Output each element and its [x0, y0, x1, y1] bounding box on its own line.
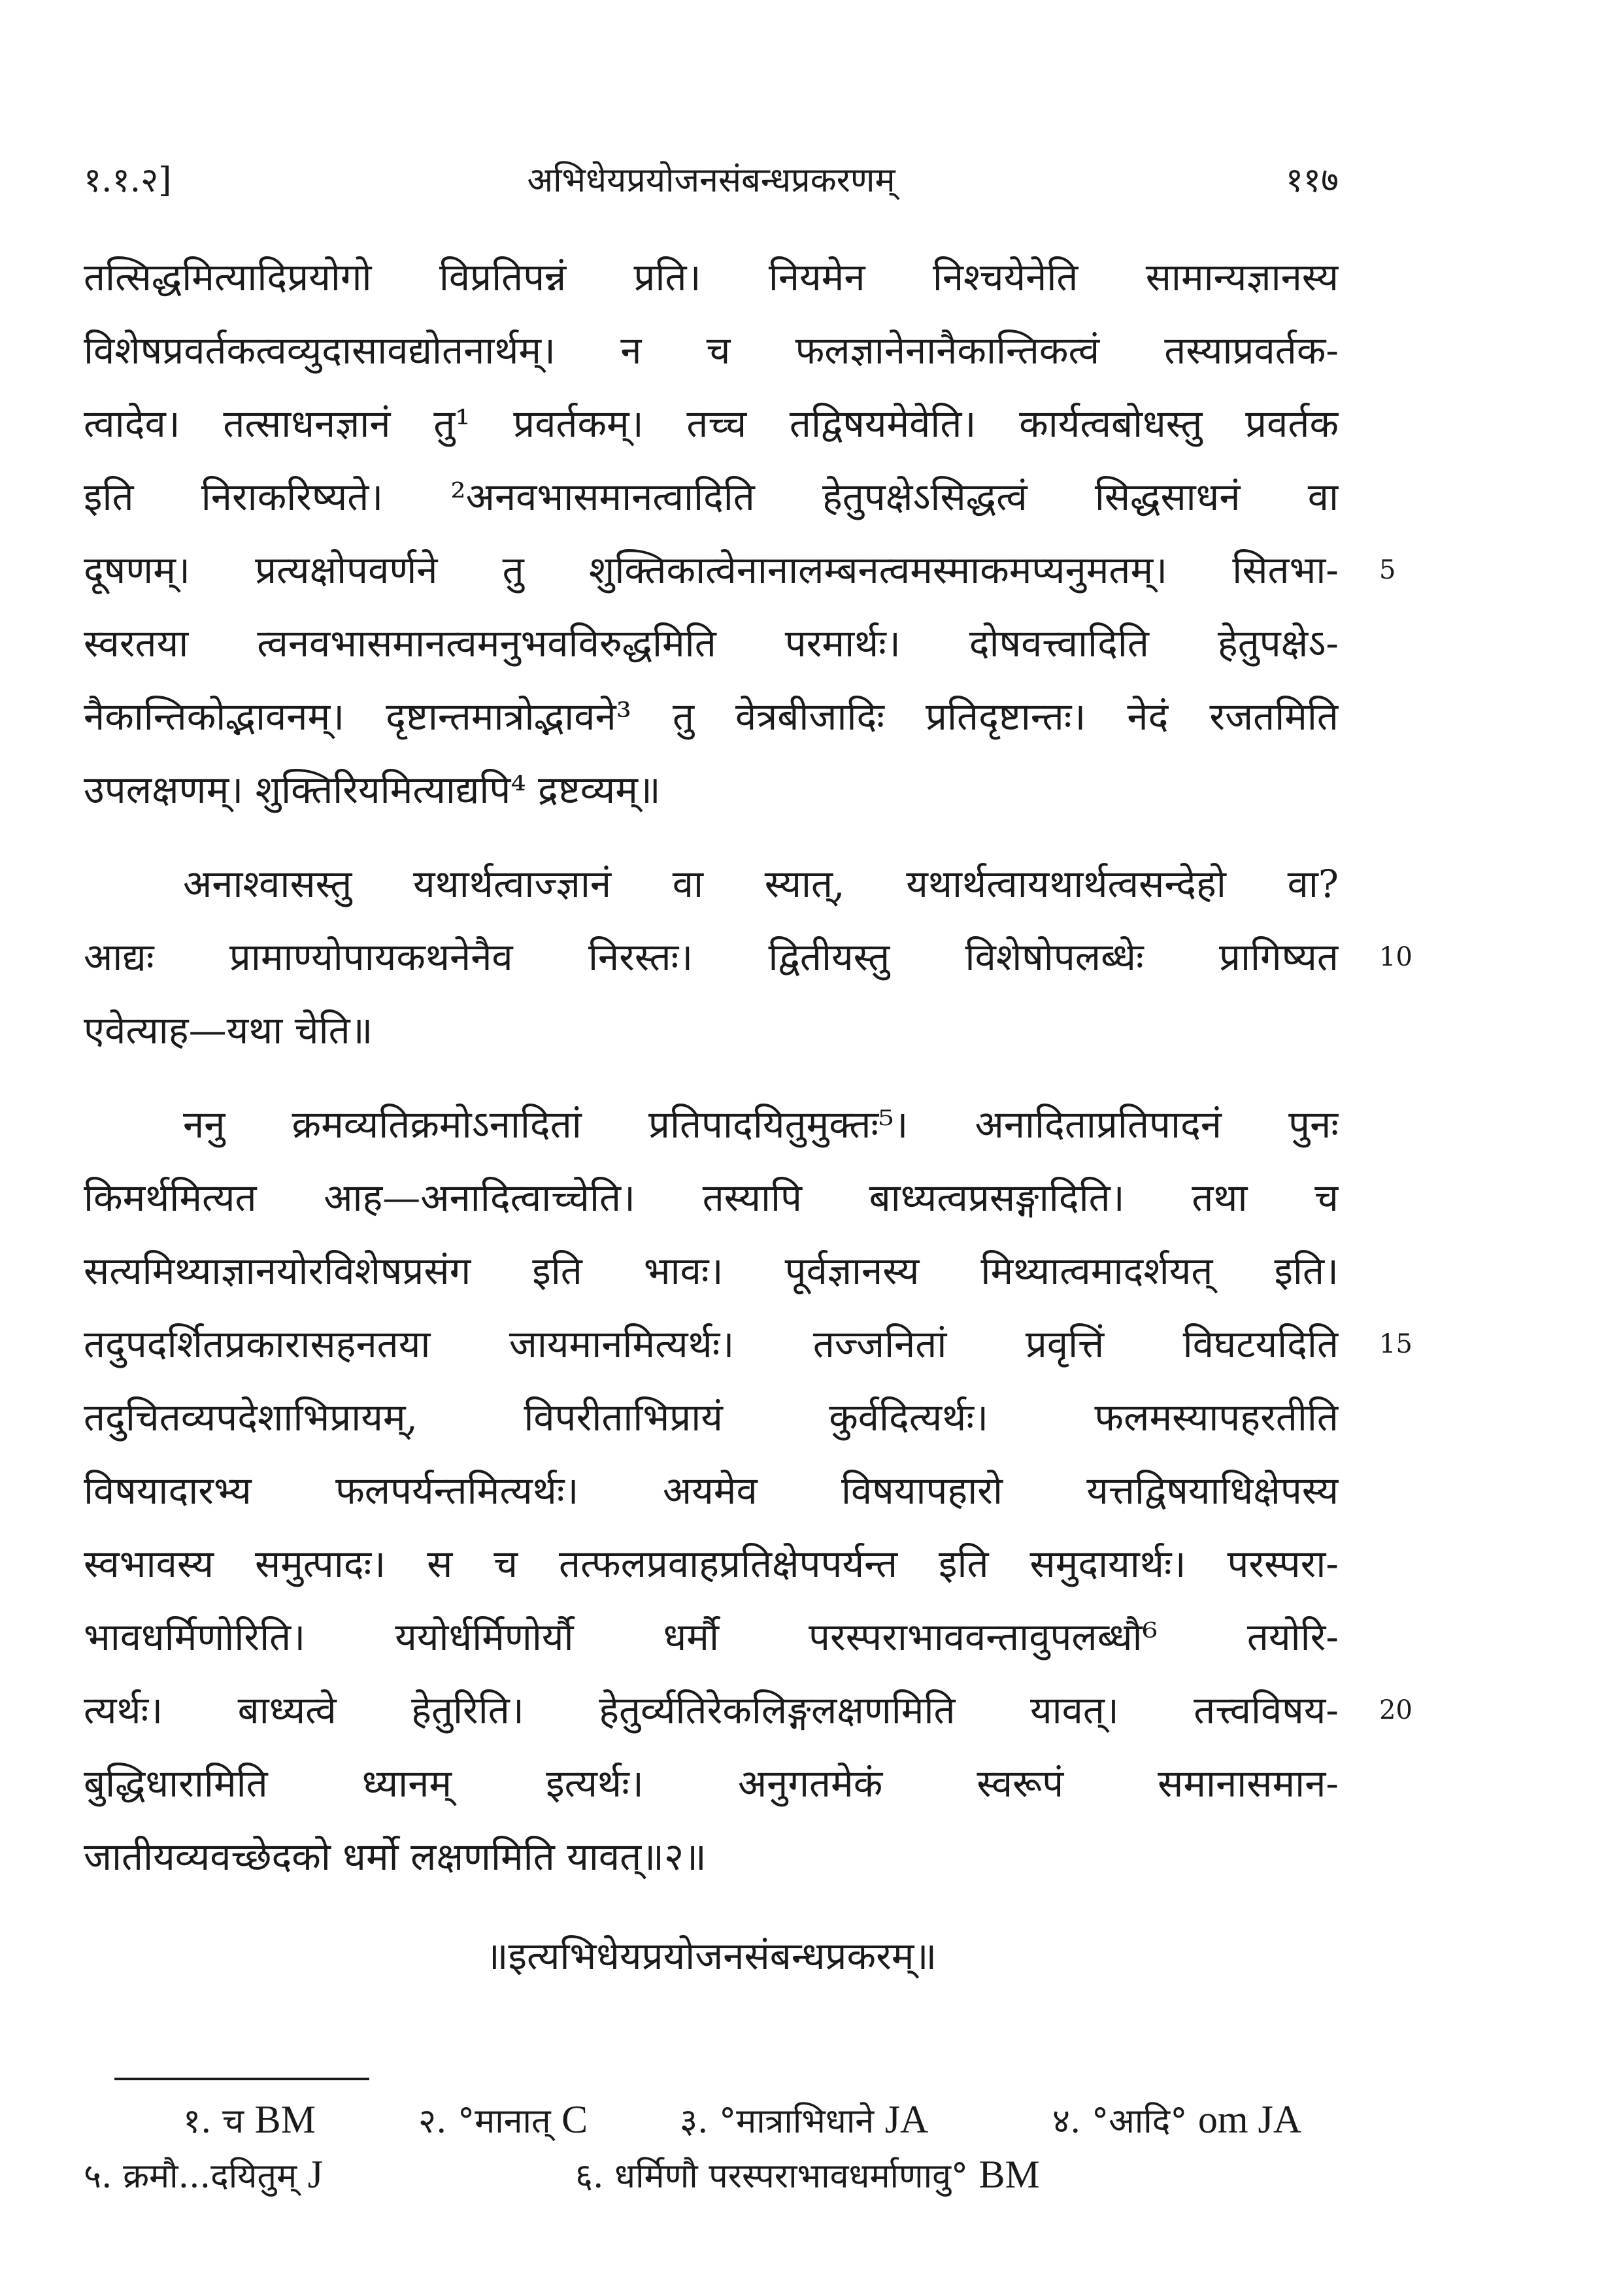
footnote-3-siglum: JA [884, 2098, 929, 2141]
text-line: एवेत्याह—यथा चेति॥ [84, 1008, 373, 1053]
text-line: आद्यः प्रामाण्योपायकथनेनैव निरस्तः। द्वितीयस्तु विशेषोपलब्धेः प्रागिष्यत [84, 935, 1339, 979]
footnote-rule [114, 2078, 369, 2080]
text-line: विषयादारभ्य फलपर्यन्तमित्यर्थः। अयमेव विषयापहारो यत्तद्विषयाधिक्षेपस्य [84, 1468, 1339, 1513]
line-number: 10 [1379, 942, 1412, 972]
footnote-4 [1052, 2093, 1301, 2148]
text-line: विशेषप्रवर्तकत्वव्युदासावद्योतनार्थम्। न च फलज्ञानेनानैकान्तिकत्वं तस्याप्रवर्तक- [84, 328, 1339, 373]
footnote-2 [418, 2093, 588, 2148]
text-line: ननु क्रमव्यतिक्रमोऽनादितां प्रतिपादयितुमुक्तः⁵। अनादिताप्रतिपादनं पुनः [183, 1102, 1339, 1147]
footnote-6 [575, 2148, 1040, 2203]
running-title: अभिधेयप्रयोजनसंबन्धप्रकरणम् [527, 161, 895, 200]
text-line: त्वादेव। तत्साधनज्ञानं तु¹ प्रवर्तकम्। तच्च तद्विषयमेवेति। कार्यत्वबोधस्तु प्रवर्तक [84, 401, 1339, 446]
text-line: स्वरतया त्वनवभासमानत्वमनुभवविरुद्धमिति परमार्थः। दोषवत्त्वादिति हेतुपक्षेऽ- [84, 621, 1339, 666]
footnote-1 [183, 2093, 316, 2148]
footnote-3 [680, 2093, 928, 2148]
text-line: नैकान्तिकोद्भावनम्। दृष्टान्तमात्रोद्भावने³ तु वेत्रबीजादिः प्रतिदृष्टान्तः। नेदं रजतमिति [84, 694, 1339, 739]
text-line: स्वभावस्य समुत्पादः। स च तत्फलप्रवाहप्रतिक्षेपपर्यन्त इति समुदायार्थः। परस्परा- [84, 1542, 1339, 1586]
footnote-6-text: ६. धर्मिणौ परस्पराभावधर्माणावु° [575, 2157, 968, 2196]
footnote-1-siglum: BM [254, 2098, 316, 2141]
footnote-1-text: १. च [183, 2102, 244, 2141]
footnote-3-text: ३. °मात्राभिधाने [680, 2102, 875, 2141]
footnote-4-text: ४. °आदि° [1052, 2102, 1188, 2141]
line-number: 20 [1379, 1695, 1412, 1725]
text-line: त्यर्थः। बाध्यत्वे हेतुरिति। हेतुर्व्यतिरेकलिङ्गलक्षणमिति यावत्। तत्त्वविषय- [84, 1688, 1339, 1732]
footnote-5 [84, 2148, 323, 2203]
text-line: किमर्थमित्यत आह—अनादित्वाच्चेति। तस्यापि बाध्यत्वप्रसङ्गादिति। तथा च [84, 1175, 1339, 1220]
footnote-5-text: ५. क्रमौ...दयितुम् [84, 2157, 297, 2196]
page-number: ११७ [1285, 161, 1339, 200]
line-number: 5 [1379, 555, 1396, 585]
line-number: 15 [1379, 1329, 1412, 1359]
text-line: जातीयव्यवच्छेदको धर्मो लक्षणमिति यावत्॥२॥ [84, 1834, 707, 1879]
text-line: तत्सिद्धमित्यादिप्रयोगो विप्रतिपन्नं प्रति। नियमेन निश्चयेनेति सामान्यज्ञानस्य [84, 255, 1339, 299]
footnote-6-siglum: BM [978, 2153, 1040, 2196]
text-line: इति निराकरिष्यते। ²अनवभासमानत्वादिति हेतुपक्षेऽसिद्धत्वं सिद्धसाधनं वा [84, 475, 1339, 519]
page-header [84, 154, 1339, 207]
text-line: उपलक्षणम्। शुक्तिरियमित्याद्यपि⁴ द्रष्टव्यम्॥ [84, 768, 661, 812]
text-line: अनाश्वासस्तु यथार्थत्वाज्ज्ञानं वा स्यात्, यथार्थत्वायथार्थत्वसन्देहो वा? [183, 862, 1339, 906]
text-line: सत्यमिथ्याज्ञानयोरविशेषप्रसंग इति भावः। पूर्वज्ञानस्य मिथ्यात्वमादर्शयत् इति। [84, 1249, 1339, 1293]
footnote-5-siglum: J [307, 2153, 324, 2196]
section-number: १.१.२] [84, 161, 172, 200]
text-line: बुद्धिधारामिति ध्यानम् इत्यर्थः। अनुगतमेकं स्वरूपं समानासमान- [84, 1761, 1339, 1806]
section-colophon: ॥इत्यभिधेयप्रयोजनसंबन्धप्रकरम्॥ [485, 1934, 937, 1978]
text-line: दूषणम्। प्रत्यक्षोपवर्णने तु शुक्तिकात्वेनानालम्बनत्वमस्माकमप्यनुमतम्। सितभा- [84, 548, 1339, 592]
footnote-2-text: २. °मानात् [418, 2102, 551, 2141]
footnote-2-siglum: C [561, 2098, 588, 2141]
text-line: भावधर्मिणोरिति। ययोर्धर्मिणोर्यौ धर्मौ परस्पराभाववन्तावुपलब्धौ⁶ तयोरि- [84, 1615, 1339, 1659]
text-line: तदुपदर्शितप्रकारासहनतया जायमानमित्यर्थः। तज्जनितां प्रवृत्तिं विघटयदिति [84, 1322, 1339, 1366]
text-line: तदुचितव्यपदेशाभिप्रायम्, विपरीताभिप्रायं कुर्वदित्यर्थः। फलमस्यापहरतीति [84, 1395, 1339, 1440]
footnote-4-siglum: om JA [1197, 2098, 1302, 2141]
